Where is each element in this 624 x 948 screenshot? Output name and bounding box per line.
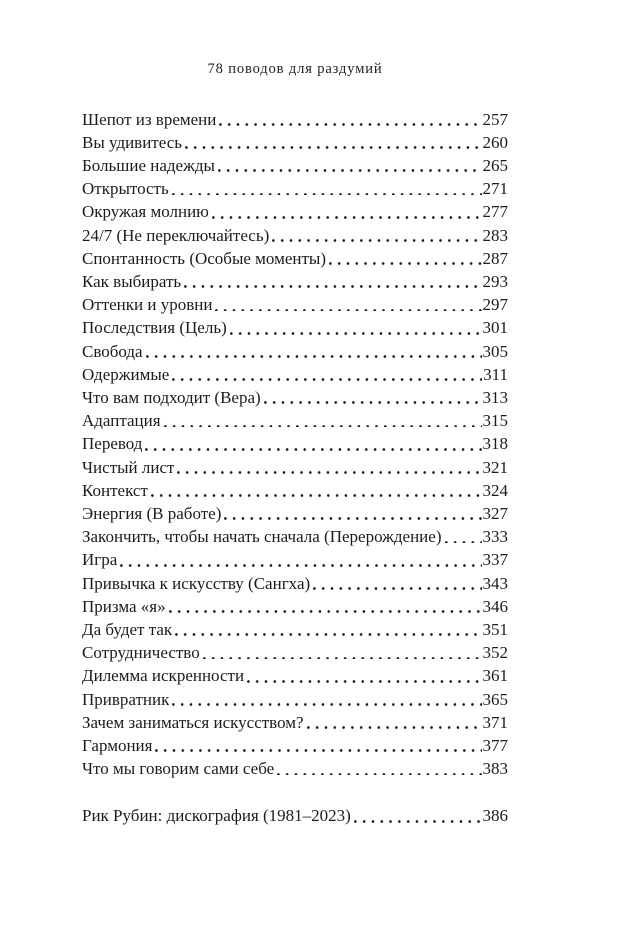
dot-leader xyxy=(146,355,482,358)
dot-leader xyxy=(354,820,482,823)
toc-entry-title: Что вам подходит (Вера) xyxy=(82,387,261,407)
toc-entry-page-number: 311 xyxy=(483,364,508,384)
toc-entry-title: Гармония xyxy=(82,735,153,755)
toc-entry xyxy=(82,247,508,270)
running-header: 78 поводов для раздумий xyxy=(207,61,383,77)
toc-entry-page-number: 265 xyxy=(482,155,508,175)
toc-entry xyxy=(82,757,508,780)
toc-entry-title: Свобода xyxy=(82,341,143,361)
toc-entry-page-number: 297 xyxy=(482,295,508,315)
toc-entry xyxy=(82,177,508,200)
toc-entry-page-number: 371 xyxy=(482,712,508,732)
toc-entry-page-number: 327 xyxy=(482,503,508,523)
toc-entry xyxy=(82,340,508,363)
toc-entry-title: Зачем заниматься искусством? xyxy=(82,712,304,732)
dot-leader xyxy=(184,285,481,288)
toc-entry xyxy=(82,688,508,711)
toc-entry-title: Как выбирать xyxy=(82,271,182,291)
dot-leader xyxy=(215,309,481,312)
dot-leader xyxy=(445,541,482,544)
dot-leader xyxy=(212,216,482,219)
toc-entry-page-number: 321 xyxy=(482,457,508,477)
dot-leader xyxy=(172,193,482,196)
dot-leader xyxy=(313,587,481,590)
toc-entry xyxy=(82,618,508,641)
toc-entry-page-number: 337 xyxy=(482,550,508,570)
toc-entry-page-number: 351 xyxy=(482,619,508,639)
dot-leader xyxy=(218,169,482,172)
dot-leader xyxy=(277,773,481,776)
dot-leader xyxy=(224,517,481,520)
toc-entry-page-number: 257 xyxy=(482,109,508,129)
toc-entry-title: Призма «я» xyxy=(82,596,166,616)
toc-entry xyxy=(82,502,508,525)
toc-entry xyxy=(82,572,508,595)
toc-entry-title: Закончить, чтобы начать сначала (Перерождение) xyxy=(82,527,442,547)
toc-entry-page-number: 333 xyxy=(482,527,508,547)
toc-entry-title: Дилемма искренности xyxy=(82,666,245,686)
dot-leader xyxy=(172,703,481,706)
toc-entry-title: Игра xyxy=(82,550,118,570)
toc-entry-page-number: 277 xyxy=(482,202,508,222)
toc-entry-page-number: 377 xyxy=(482,735,508,755)
dot-leader xyxy=(219,123,481,126)
toc-entry xyxy=(82,224,508,247)
toc-entry xyxy=(82,525,508,548)
toc-entry-title: Последствия (Цель) xyxy=(82,318,227,338)
toc-entry-page-number: 315 xyxy=(482,411,508,431)
toc-entry-title: Сотрудничество xyxy=(82,643,200,663)
toc-entry-title: Привратник xyxy=(82,689,170,709)
toc-entry xyxy=(82,316,508,339)
toc-entry xyxy=(82,409,508,432)
toc-entry xyxy=(82,200,508,223)
toc-entry xyxy=(82,108,508,131)
dot-leader xyxy=(175,633,481,636)
toc-entry-page-number: 287 xyxy=(482,248,508,268)
toc-entry-title: 24/7 (Не переключайтесь) xyxy=(82,225,270,245)
dot-leader xyxy=(151,494,482,497)
toc-entry-title: Чистый лист xyxy=(82,457,175,477)
toc-entry-page-number: 346 xyxy=(482,596,508,616)
dot-leader xyxy=(172,378,482,381)
toc-entry xyxy=(82,804,508,827)
toc-entry-title: Адаптация xyxy=(82,411,161,431)
dot-leader xyxy=(177,471,481,474)
toc-entry-page-number: 260 xyxy=(482,132,508,152)
toc-entry-page-number: 383 xyxy=(482,759,508,779)
toc-entry xyxy=(82,293,508,316)
dot-leader xyxy=(230,332,482,335)
toc-entry xyxy=(82,270,508,293)
dot-leader xyxy=(272,239,481,242)
toc-entry-title: Контекст xyxy=(82,480,148,500)
toc-entry-title: Вы удивитесь xyxy=(82,132,183,152)
toc-entry xyxy=(82,664,508,687)
toc-entry-title: Энергия (В работе) xyxy=(82,503,222,523)
toc-entry-title: Шепот из времени xyxy=(82,109,217,129)
toc-entry-page-number: 305 xyxy=(482,341,508,361)
toc-entry-page-number: 301 xyxy=(482,318,508,338)
toc-entry-page-number: 386 xyxy=(482,806,508,826)
toc-entry-title: Перевод xyxy=(82,434,143,454)
toc-entry-page-number: 283 xyxy=(482,225,508,245)
toc-entry-title: Что мы говорим сами себе xyxy=(82,759,275,779)
toc-entry-title: Привычка к искусству (Сангха) xyxy=(82,573,311,593)
table-of-contents xyxy=(82,108,508,828)
toc-entry xyxy=(82,363,508,386)
toc-entry xyxy=(82,479,508,502)
toc-entry-page-number: 318 xyxy=(482,434,508,454)
toc-entry-title: Открытость xyxy=(82,179,169,199)
dot-leader xyxy=(329,262,481,265)
toc-entry-title: Оттенки и уровни xyxy=(82,295,213,315)
page-content xyxy=(82,62,508,828)
dot-leader xyxy=(307,726,482,729)
toc-entry xyxy=(82,711,508,734)
toc-entry-page-number: 361 xyxy=(482,666,508,686)
toc-entry-title: Рик Рубин: дискография (1981–2023) xyxy=(82,806,351,826)
dot-leader xyxy=(169,610,482,613)
toc-entry xyxy=(82,386,508,409)
toc-entry xyxy=(82,548,508,571)
toc-entry xyxy=(82,641,508,664)
toc-entry-page-number: 343 xyxy=(482,573,508,593)
toc-entry-page-number: 313 xyxy=(482,387,508,407)
toc-entry-title: Да будет так xyxy=(82,619,173,639)
toc-entry-page-number: 271 xyxy=(482,179,508,199)
toc-entry xyxy=(82,154,508,177)
toc-entry xyxy=(82,734,508,757)
dot-leader xyxy=(247,680,481,683)
dot-leader xyxy=(164,425,482,428)
toc-entry-title: Окружая молнию xyxy=(82,202,209,222)
dot-leader xyxy=(120,564,481,567)
toc-entry xyxy=(82,131,508,154)
dot-leader xyxy=(264,401,482,404)
dot-leader xyxy=(155,749,481,752)
toc-entry-page-number: 324 xyxy=(482,480,508,500)
toc-entry-title: Большие надежды xyxy=(82,155,215,175)
toc-entry-page-number: 352 xyxy=(482,643,508,663)
toc-entry-page-number: 365 xyxy=(482,689,508,709)
toc-entry-title: Спонтанность (Особые моменты) xyxy=(82,248,327,268)
dot-leader xyxy=(145,448,481,451)
toc-entry-title: Одержимые xyxy=(82,364,170,384)
toc-entry xyxy=(82,432,508,455)
toc-entry xyxy=(82,456,508,479)
dot-leader xyxy=(185,146,481,149)
toc-entry xyxy=(82,595,508,618)
dot-leader xyxy=(203,657,482,660)
toc-entry-page-number: 293 xyxy=(482,271,508,291)
